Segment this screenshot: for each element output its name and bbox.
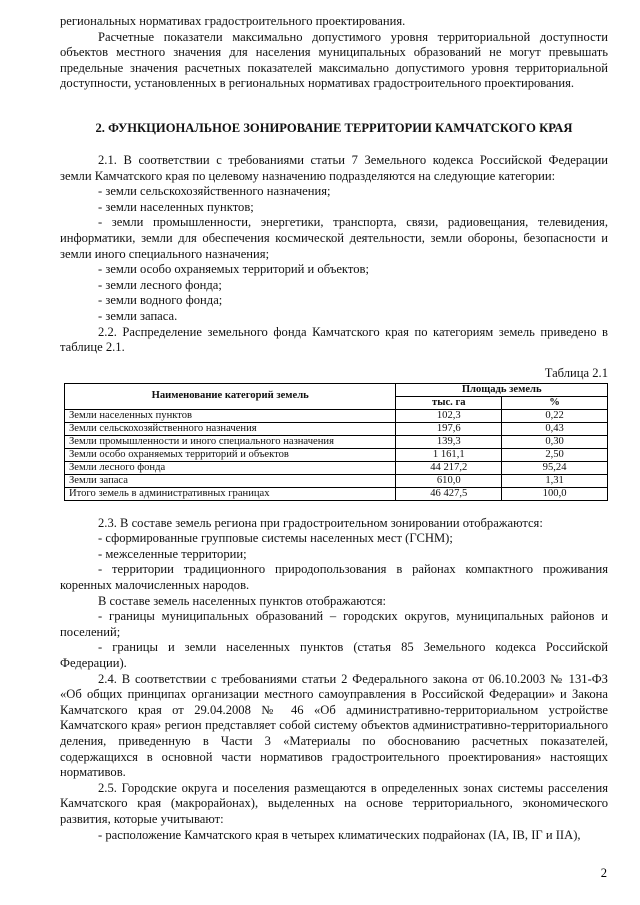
settlements-paragraph: В составе земель населенных пунктов отображаются:: [98, 593, 387, 608]
zone-item: - территории традиционного природопользования в районах компактного проживания коренных малочисленных народов.: [60, 562, 608, 593]
paragraph-2-3: 2.3. В составе земель региона при градостроительном зонировании отображаются:: [98, 515, 543, 530]
row-percent: 95,24: [502, 461, 608, 474]
settlement-item: - границы муниципальных образований – городских округов, муниципальных районов и поселений;: [60, 609, 608, 639]
row-percent: 1,31: [502, 474, 608, 487]
row-name: Земли населенных пунктов: [65, 409, 396, 422]
row-area-ha: 44 217,2: [396, 461, 502, 474]
header-percent: %: [502, 396, 608, 409]
category-item: - земли населенных пунктов;: [98, 199, 254, 214]
row-area-ha: 1 161,1: [396, 448, 502, 461]
header-category-name: Наименование категорий земель: [65, 383, 396, 409]
table-row-total: [65, 487, 608, 500]
row-area-ha: 46 427,5: [396, 487, 502, 500]
table-row: [65, 422, 608, 435]
row-percent: 0,43: [502, 422, 608, 435]
intro-line: региональных нормативах градостроительного проектирования.: [60, 14, 406, 28]
zone-item: - межселенные территории;: [98, 546, 247, 561]
paragraph-2-2: 2.2. Распределение земельного фонда Камчатского края по категориям земель приведено в таблице 2.1.: [60, 324, 608, 355]
zone-item: - сформированные групповые системы населенных мест (ГСНМ);: [98, 531, 453, 546]
paragraph-2-4: 2.4. В соответствии с требованиями статьи 2 Федерального закона от 06.10.2003 № 131-ФЗ «Об общих принципах организации местного самоуправления в Российской Федерации» и Закона Камчатского края от 29.04.2008 № 46 «Об административно-территориальном устройстве Камчатского края» регион представляет собой систему объектов административно-территориального деления, приведенную в Части 3 «Материалы по обоснованию расчетных показателей, содержащихся в основной части нормативов градостроительного проектирования» настоящих нормативов.: [60, 671, 608, 780]
section-title: 2. ФУНКЦИОНАЛЬНОЕ ЗОНИРОВАНИЕ ТЕРРИТОРИИ КАМЧАТСКОГО КРАЯ: [95, 120, 573, 135]
land-categories-table: [64, 383, 608, 501]
category-item: - земли лесного фонда;: [98, 277, 222, 292]
header-area: Площадь земель: [396, 383, 608, 396]
header-thousand-ha: тыс. га: [396, 396, 502, 409]
table-caption: Таблица 2.1: [544, 365, 608, 380]
category-item: - земли запаса.: [98, 308, 178, 323]
intro-paragraph: Расчетные показатели максимально допустимого уровня территориальной доступности объектов местного значения для населения муниципальных образований не могут превышать предельные значения расчетных показателей максимально допустимого уровня территориальной доступности, установленных в региональных нормативах градостроительного проектирования.: [60, 29, 608, 91]
table-row: [65, 448, 608, 461]
paragraph-2-1: 2.1. В соответствии с требованиями статьи 7 Земельного кодекса Российской Федерации земли Камчатского края по целевому назначению подразделяются на следующие категории:: [60, 152, 608, 183]
table-row: [65, 435, 608, 448]
table-row: [65, 409, 608, 422]
row-percent: 0,30: [502, 435, 608, 448]
row-percent: 2,50: [502, 448, 608, 461]
page-number: 2: [600, 866, 607, 880]
row-name: Земли промышленности и иного специального назначения: [65, 435, 396, 448]
category-item: - земли сельскохозяйственного назначения;: [98, 184, 331, 199]
paragraph-2-5-item: - расположение Камчатского края в четырех климатических подрайонах (IA, IB, IГ и IIA),: [98, 827, 581, 842]
row-area-ha: 139,3: [396, 435, 502, 448]
row-name: Земли лесного фонда: [65, 461, 396, 474]
row-name: Земли запаса: [65, 474, 396, 487]
row-name: Земли особо охраняемых территорий и объектов: [65, 448, 396, 461]
category-item: - земли особо охраняемых территорий и объектов;: [98, 262, 369, 277]
row-name: Итого земель в административных границах: [65, 487, 396, 500]
row-area-ha: 102,3: [396, 409, 502, 422]
settlement-item: - границы и земли населенных пунктов (статья 85 Земельного кодекса Российской Федерации).: [60, 640, 608, 671]
category-item: - земли водного фонда;: [98, 293, 223, 308]
table-row: [65, 474, 608, 487]
row-area-ha: 197,6: [396, 422, 502, 435]
table-row: [65, 461, 608, 474]
document-page: [60, 14, 608, 843]
category-item: - земли промышленности, энергетики, транспорта, связи, радиовещания, телевидения, информатики, земли для обеспечения космической деятельности, земли обороны, безопасности и земли иного специального назначения;: [60, 215, 608, 261]
row-percent: 100,0: [502, 487, 608, 500]
row-name: Земли сельскохозяйственного назначения: [65, 422, 396, 435]
row-percent: 0,22: [502, 409, 608, 422]
row-area-ha: 610,0: [396, 474, 502, 487]
paragraph-2-5: 2.5. Городские округа и поселения размещаются в определенных зонах системы расселения Камчатского края (макрорайонах), выделенных на основе территориального, экономического развития, которые учитывают:: [60, 780, 608, 826]
